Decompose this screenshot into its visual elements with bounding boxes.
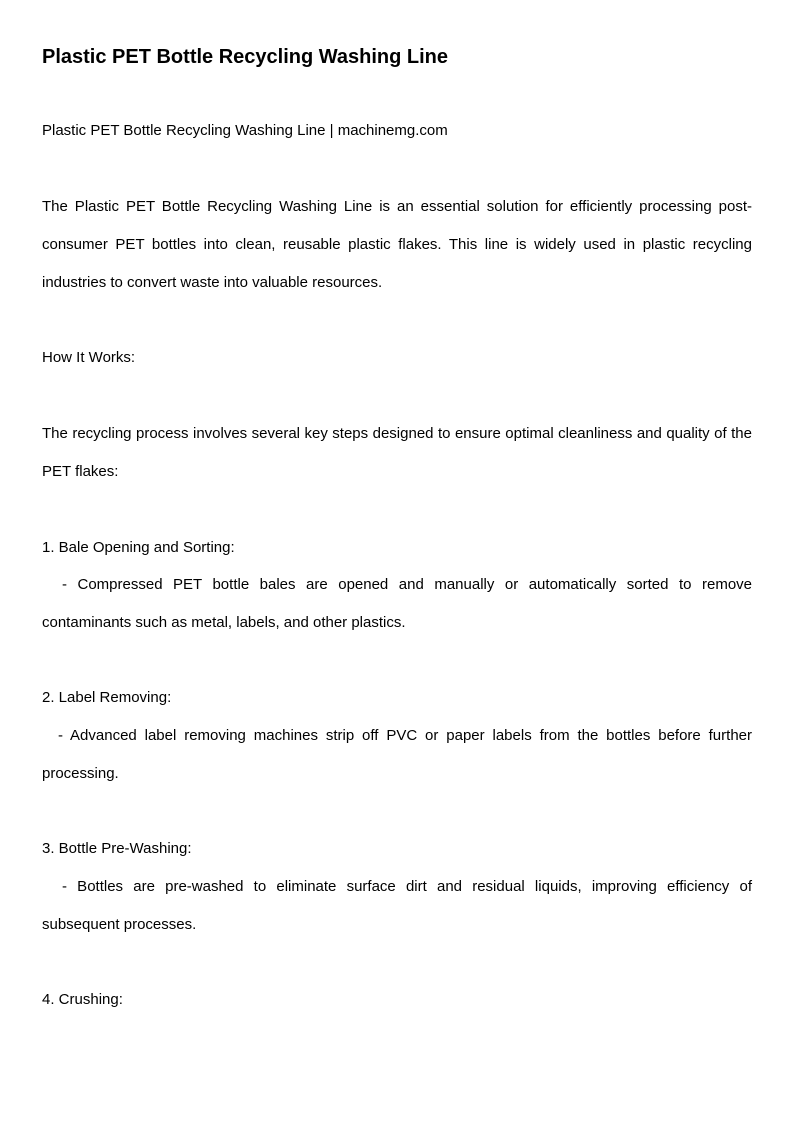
step-2-heading: 2. Label Removing: bbox=[42, 689, 172, 706]
step-4-heading: 4. Crushing: bbox=[42, 991, 123, 1008]
intro-paragraph: The Plastic PET Bottle Recycling Washing Line is an essential solution for efficiently processing post-consumer PET bottles into clean, reusable plastic flakes. This line is widely used in plastic recycling industries to convert waste into valuable resources. bbox=[42, 198, 752, 291]
how-it-works-heading: How It Works: bbox=[42, 349, 136, 366]
step-1-heading: 1. Bale Opening and Sorting: bbox=[42, 539, 235, 556]
step-2-detail: - Advanced label removing machines strip off PVC or paper labels from the bottles before further processing. bbox=[42, 727, 752, 782]
step-3-detail: - Bottles are pre-washed to eliminate surface dirt and residual liquids, improving efficiency of subsequent processes. bbox=[42, 878, 752, 933]
page-title: Plastic PET Bottle Recycling Washing Line bbox=[42, 46, 449, 68]
process-intro-paragraph: The recycling process involves several key steps designed to ensure optimal cleanliness and quality of the PET flakes: bbox=[42, 425, 752, 480]
step-1-detail: - Compressed PET bottle bales are opened and manually or automatically sorted to remove contaminants such as metal, labels, and other plastics. bbox=[42, 576, 752, 631]
step-3-heading: 3. Bottle Pre-Washing: bbox=[42, 840, 192, 857]
subtitle-line: Plastic PET Bottle Recycling Washing Line | machinemg.com bbox=[42, 122, 448, 139]
